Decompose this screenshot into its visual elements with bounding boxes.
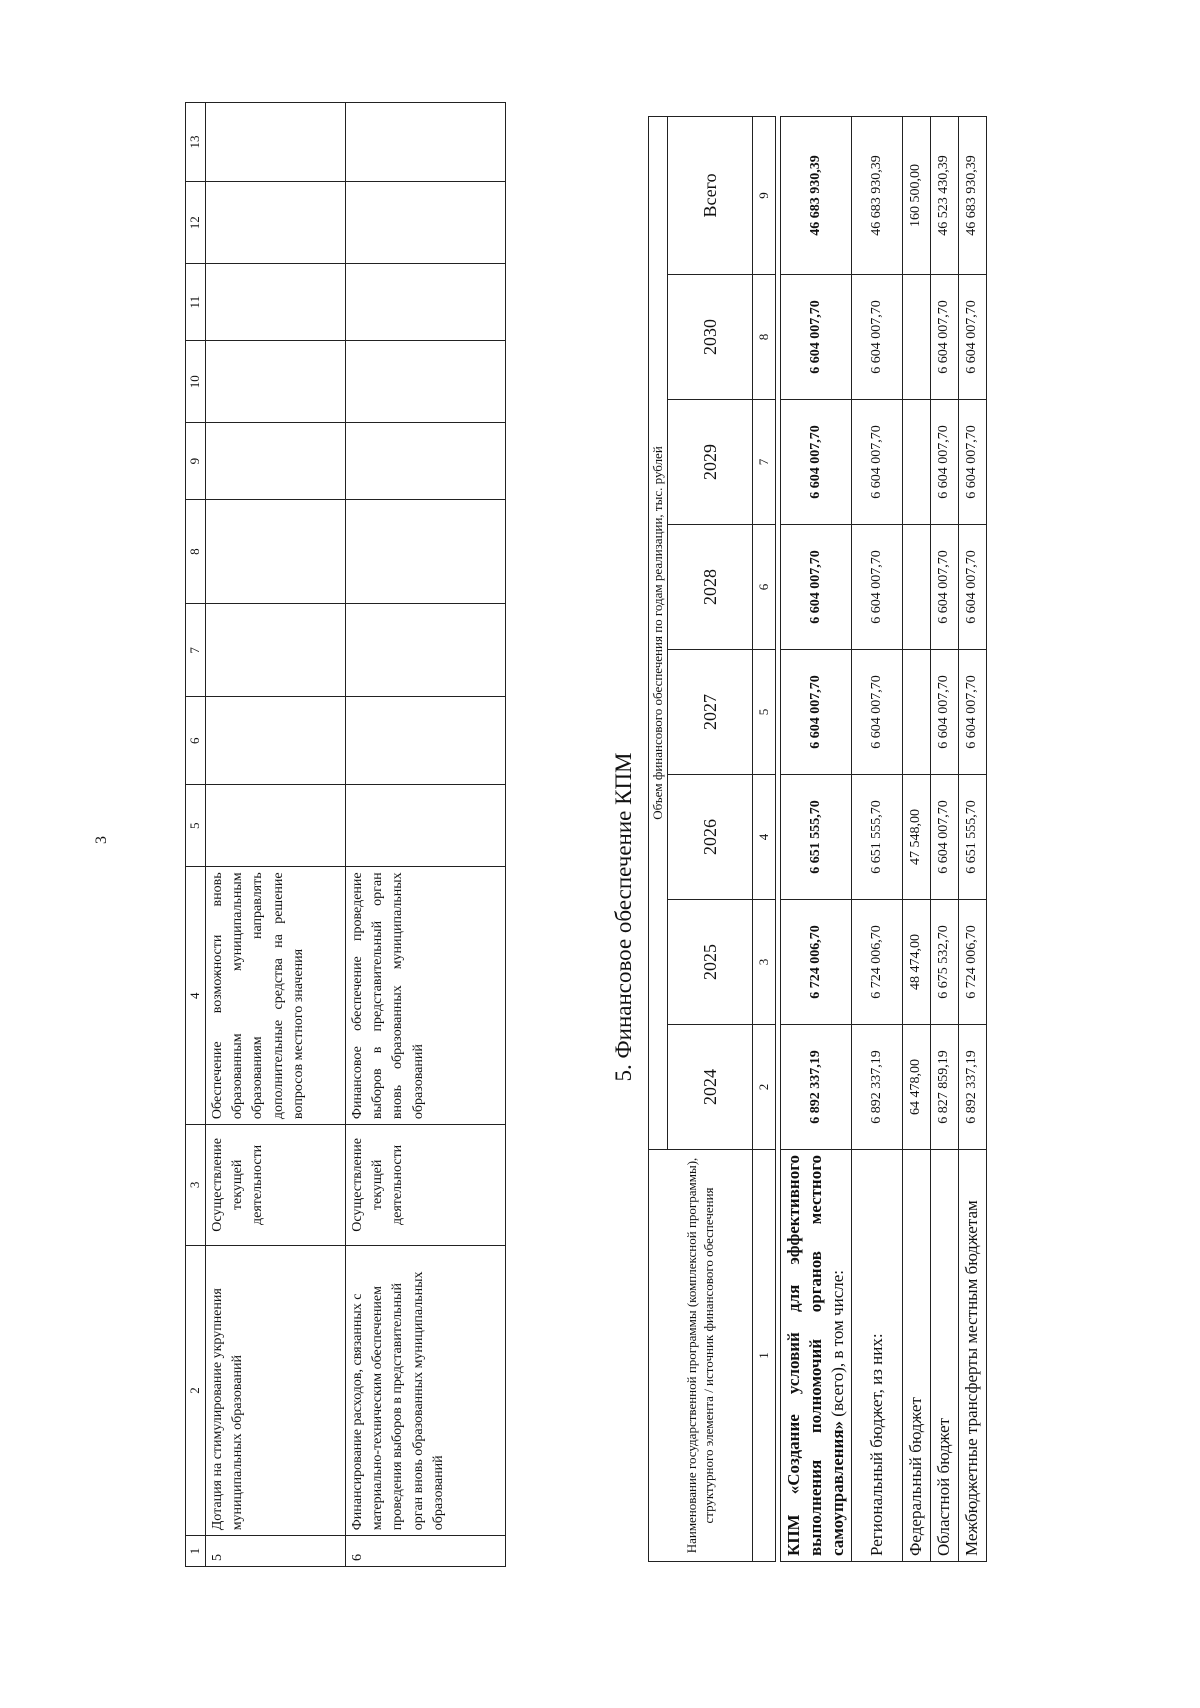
header-cell: 13 [186,103,206,182]
total-value-cell: 46 523 430,39 [931,116,959,274]
empty-cell [345,785,505,867]
year-header: 2026 [668,775,753,900]
empty-cell [345,103,505,182]
value-cell: 6 892 337,19 [852,1025,903,1150]
value-cell: 6 675 532,70 [931,900,959,1025]
value-cell: 6 604 007,70 [931,400,959,525]
column-number: 9 [753,116,776,274]
row-label: Федеральный бюджет [903,1150,931,1562]
column-number: 3 [753,900,776,1025]
table-row [345,103,505,1567]
table-row [781,116,852,1561]
column-numbers-row [753,116,776,1561]
kpm-suffix: (всего), в том числе: [828,1269,848,1421]
empty-cell [345,182,505,264]
value-cell: 6 604 007,70 [959,275,987,400]
value-cell: 6 651 555,70 [959,775,987,900]
row-number: 6 [345,1536,505,1567]
header-cell: 3 [186,1125,206,1246]
value-cell [903,525,931,650]
table1-header-row [186,103,206,1567]
column-number: 8 [753,275,776,400]
total-value-cell: 46 683 930,39 [959,116,987,274]
header-cell: 6 [186,697,206,785]
row-label: Областной бюджет [931,1150,959,1562]
financing-table [648,116,987,1562]
table-row [205,103,345,1567]
column-number: 2 [753,1025,776,1150]
empty-cell [205,604,345,697]
empty-cell [345,264,505,341]
table-row [903,116,931,1561]
value-cell: 6 604 007,70 [852,275,903,400]
header-cell: 9 [186,423,206,500]
value-cell [903,650,931,775]
empty-cell [205,697,345,785]
value-cell: 6 724 006,70 [959,900,987,1025]
empty-cell [205,264,345,341]
value-cell: 47 548,00 [903,775,931,900]
value-cell: 6 604 007,70 [852,525,903,650]
table-row [959,116,987,1561]
kpm-title: КПМ «Создание условий для эффективного выполнения полномочий органов местного самоуправления» [784,1155,848,1556]
table-row [852,116,903,1561]
header-cell: 2 [186,1245,206,1536]
column-number: 5 [753,650,776,775]
value-cell: 6 604 007,70 [781,275,852,400]
value-cell: 48 474,00 [903,900,931,1025]
value-cell: 6 604 007,70 [781,400,852,525]
year-header: 2024 [668,1025,753,1150]
value-cell: 6 724 006,70 [852,900,903,1025]
task-name: Дотация на стимулирование укрупнения муниципальных образований [205,1245,345,1536]
year-header: 2025 [668,900,753,1025]
header-cell: 5 [186,785,206,867]
source-column-header: Наименование государственной программы (комплексной программы), структурного элемента / источник финансового обеспечения [649,1150,753,1562]
task-description: Финансовое обеспечение проведение выборов в представительный орган вновь образованных муниципальных образований [345,867,505,1125]
empty-cell [345,341,505,423]
column-number: 6 [753,525,776,650]
empty-cell [345,697,505,785]
column-number: 4 [753,775,776,900]
value-cell: 6 604 007,70 [852,650,903,775]
value-cell: 6 604 007,70 [931,525,959,650]
value-cell: 6 892 337,19 [959,1025,987,1150]
total-header: Всего [668,116,753,274]
year-header: 2030 [668,275,753,400]
value-cell: 6 892 337,19 [781,1025,852,1150]
value-cell [903,400,931,525]
row-number: 5 [205,1536,345,1567]
page-number: 3 [93,836,110,844]
value-cell: 6 827 859,19 [931,1025,959,1150]
value-cell: 6 604 007,70 [781,525,852,650]
total-value-cell: 160 500,00 [903,116,931,274]
value-cell: 6 604 007,70 [931,650,959,775]
task-description: Обеспечение возможности вновь образованным муниципальным образованиям направлять дополнительные средства на решение вопросов местного значения [205,867,345,1125]
empty-cell [345,423,505,500]
row-label: Межбюджетные трансферты местным бюджетам [959,1150,987,1562]
header-cell: 1 [186,1536,206,1567]
value-cell: 6 604 007,70 [959,400,987,525]
header-cell: 11 [186,264,206,341]
value-cell: 6 604 007,70 [781,650,852,775]
value-cell: 6 604 007,70 [959,650,987,775]
value-cell: 64 478,00 [903,1025,931,1150]
value-cell: 6 604 007,70 [931,275,959,400]
value-cell: 6 604 007,70 [852,400,903,525]
empty-cell [205,500,345,604]
total-value-cell: 46 683 930,39 [781,116,852,274]
task-type: Осуществление текущей деятельности [205,1125,345,1246]
year-header: 2028 [668,525,753,650]
empty-cell [205,103,345,182]
column-number: 7 [753,400,776,525]
value-cell [903,275,931,400]
empty-cell [345,500,505,604]
row-label: Региональный бюджет, из них: [852,1150,903,1562]
header-cell: 4 [186,867,206,1125]
task-name: Финансирование расходов, связанных с материально-техническим обеспечением проведения выборов в представительный орган вновь образованных муниципальных образований [345,1245,505,1536]
empty-cell [205,182,345,264]
value-cell: 6 604 007,70 [931,775,959,900]
year-header: 2027 [668,650,753,775]
header-cell: 10 [186,341,206,423]
year-header: 2029 [668,400,753,525]
value-cell: 6 604 007,70 [959,525,987,650]
section-title: 5. Финансовое обеспечение КПМ [611,752,636,1082]
total-value-cell: 46 683 930,39 [852,116,903,274]
task-type: Осуществление текущей деятельности [345,1125,505,1246]
empty-cell [205,423,345,500]
empty-cell [345,604,505,697]
header-cell: 8 [186,500,206,604]
empty-cell [205,785,345,867]
value-cell: 6 651 555,70 [781,775,852,900]
activities-table [185,102,506,1567]
value-cell: 6 651 555,70 [852,775,903,900]
empty-cell [205,341,345,423]
table2-header-row [649,116,668,1561]
volume-header: Объем финансового обеспечения по годам реализации, тыс. рублей [649,116,668,1149]
header-cell: 7 [186,604,206,697]
value-cell: 6 724 006,70 [781,900,852,1025]
column-number: 1 [753,1150,776,1562]
kpm-total-label [781,1150,852,1562]
table-row [931,116,959,1561]
header-cell: 12 [186,182,206,264]
